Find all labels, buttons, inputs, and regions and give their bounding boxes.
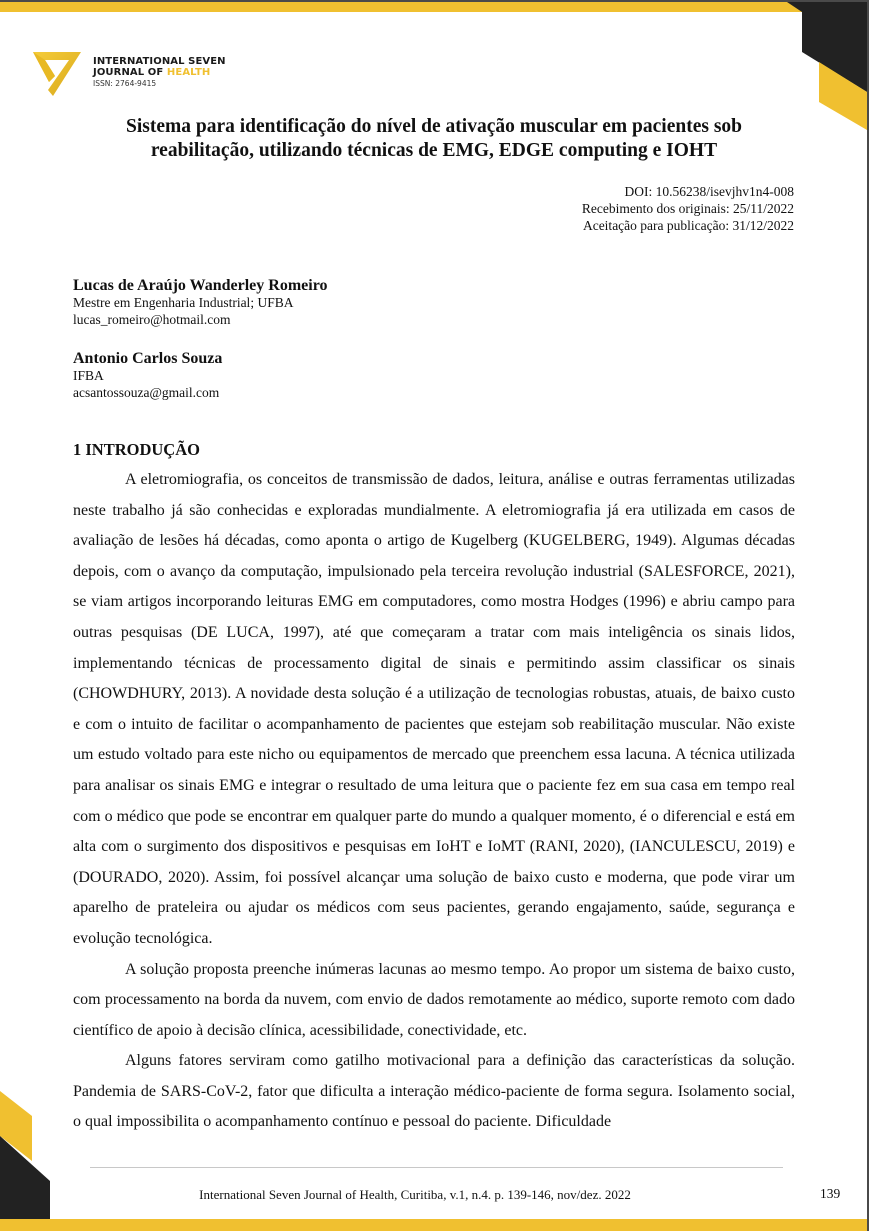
paragraph: A solução proposta preenche inúmeras lacunas ao mesmo tempo. Ao propor um sistema de baixo custo, com processamento na borda da nuvem, com envio de dados remotamente ao médico, suporte remoto com dado científico de apoio à decisão clínica, acessibilidade, conectividade, etc. [73, 960, 795, 1039]
title-line-2: reabilitação, utilizando técnicas de EMG, EDGE computing e IOHT [150, 140, 718, 161]
corner-decoration-top-right [772, 2, 867, 132]
corner-dark-notch [787, 2, 802, 12]
issn: ISSN: 2764-9415 [93, 79, 157, 88]
footer-divider [90, 1167, 783, 1168]
paragraph: A eletromiografia, os conceitos de transmissão de dados, leitura, análise e outras ferramentas utilizadas neste trabalho já são conhecidas e exploradas mundialmente. A eletromiografia já era utilizada em casos de avaliação de lesões há décadas, como aponta o artigo de Kugelberg (KUGELBERG, 1949). Algumas décadas depois, com o avanço da computação, impulsionado pela terceira revolução industrial (SALESFORCE, 2021), se viam artigos incorporando leituras EMG em computadores, como mostra Hodges (1996) e abriu campo para outras pesquisas (DE LUCA, 1997), até que começaram a tratar com mais inteligência os sinais lidos, implementando técnicas de processamento digital de sinais e permitindo assim classificar os sinais (CHOWDHURY, 2013). A novidade desta solução é a utilização de tecnologias robustas, atuais, de baixo custo e com o intuito de facilitar o acompanhamento de pacientes que estejam sob reabilitação muscular. Não existe um estudo voltado para este nicho ou equipamentos de mercado que preenchem essa lacuna. A técnica utilizada para analisar os sinais EMG e integrar o resultado de uma leitura que o paciente fez em sua casa em tempo real com o médico que pode se encontrar em qualquer parte do mundo a qualquer momento, é o diferencial e está em alta com o surgimento dos dispositivos e pesquisas em IoHT e IoMT (RANI, 2020), (IANCULESCU, 2019) e (DOURADO, 2020). Assim, foi possível alcançar uma solução de baixo custo e moderna, que pode virar um aparelho de prateleira ou ajudar os médicos com seus pacientes, gerando engajamento, saúde, segurança e evolução tecnológica. [73, 471, 795, 947]
author-block [73, 349, 222, 401]
author-name: Lucas de Araújo Wanderley Romeiro [73, 277, 328, 294]
seven-logo-icon [31, 46, 83, 98]
footer-decor-band [0, 1219, 867, 1231]
journal-name-line2 [93, 67, 226, 78]
journal-logo [31, 46, 226, 98]
paragraph: Alguns fatores serviram como gatilho motivacional para a definição das características da solução. Pandemia de SARS-CoV-2, fator que dificulta a interação médico-paciente de forma segura. Isolamento social, o qual impossibilita o acompanhamento contínuo e pessoal do paciente. Dificuldade [73, 1052, 795, 1131]
doi: DOI: 10.56238/isevjhv1n4-008 [624, 184, 794, 199]
author-affiliation: IFBA [73, 368, 104, 383]
author-email: lucas_romeiro@hotmail.com [73, 311, 231, 327]
article-metadata [582, 183, 794, 234]
author-block [73, 276, 328, 328]
section-heading: 1 INTRODUÇÃO [73, 440, 200, 459]
corner-decoration-bottom-left [0, 1091, 70, 1231]
footer-citation: International Seven Journal of Health, Curitiba, v.1, n.4. p. 139-146, nov/dez. 2022 [199, 1187, 631, 1202]
section-body [73, 465, 795, 1138]
journal-name-prefix: JOURNAL OF [93, 67, 167, 78]
title-line-1: Sistema para identificação do nível de ativação muscular em pacientes sob [125, 116, 743, 137]
accepted-date: Aceitação para publicação: 31/12/2022 [582, 218, 794, 233]
header-decor-band [0, 2, 820, 12]
journal-name-line1: INTERNATIONAL SEVEN [93, 56, 226, 67]
journal-name-accent: HEALTH [166, 67, 211, 78]
article-title [60, 115, 808, 163]
author-email: acsantossouza@gmail.com [73, 384, 220, 400]
author-name: Antonio Carlos Souza [73, 350, 223, 367]
author-affiliation: Mestre em Engenharia Industrial; UFBA [73, 295, 294, 310]
document-page [0, 2, 867, 1231]
received-date: Recebimento dos originais: 25/11/2022 [581, 201, 794, 216]
page-number: 139 [820, 1186, 841, 1201]
